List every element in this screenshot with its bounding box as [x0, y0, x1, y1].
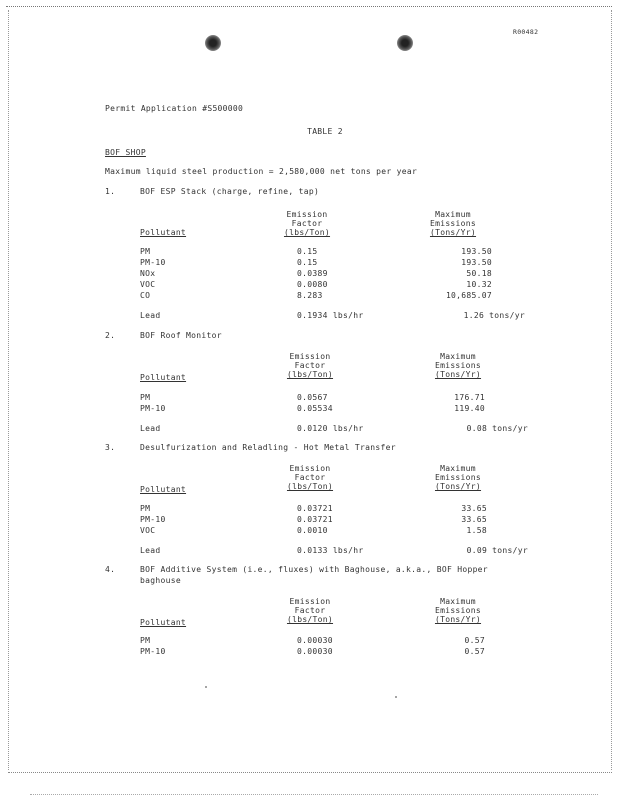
s3-emis-head-1: Maximum	[440, 464, 476, 473]
table-cell: 0.0080	[297, 280, 328, 289]
page-bottom-edge	[8, 772, 612, 773]
scan-speck	[395, 696, 397, 698]
table-cell: PM-10	[140, 258, 166, 267]
table-cell: 33.65	[461, 504, 487, 513]
s4-factor-head-1: Emission	[289, 597, 331, 606]
table-cell: PM	[140, 393, 151, 402]
table-cell: 0.0389	[297, 269, 328, 278]
table-cell: VOC	[140, 280, 156, 289]
lead-factor: 0.1934 lbs/hr	[297, 311, 364, 320]
table-cell: 193.50	[461, 247, 492, 256]
section-4-number: 4.	[105, 565, 116, 574]
production-line: Maximum liquid steel production = 2,580,000 net tons per year	[105, 167, 418, 176]
section-4-title: BOF Additive System (i.e., fluxes) with Baghouse, a.k.a., BOF Hopper	[140, 565, 488, 574]
table-cell: 0.0567	[297, 393, 328, 402]
page-left-edge	[8, 10, 9, 770]
lead-factor: 0.0133 lbs/hr	[297, 546, 364, 555]
s3-emis-head-2: Emissions	[434, 473, 482, 482]
s3-factor-head-2: Factor	[294, 473, 326, 482]
lead-emissions: 0.09 tons/yr	[466, 546, 528, 555]
table-cell: 0.03721	[297, 504, 333, 513]
permit-header: Permit Application #S500000	[105, 104, 244, 113]
table-cell: 193.50	[461, 258, 492, 267]
lead-emissions: 1.26 tons/yr	[463, 311, 525, 320]
s3-factor-head-3: (lbs/Ton)	[286, 482, 334, 491]
table-cell: PM	[140, 636, 151, 645]
s1-factor-head-3: (lbs/Ton)	[283, 228, 331, 237]
s1-pollutant-head: Pollutant	[140, 228, 187, 237]
s4-factor-head-3: (lbs/Ton)	[286, 615, 334, 624]
s4-pollutant-head: Pollutant	[140, 618, 187, 627]
table-cell: 0.15	[297, 247, 318, 256]
s2-emis-head-1: Maximum	[440, 352, 476, 361]
s3-factor-head-1: Emission	[289, 464, 331, 473]
table-cell: 0.05534	[297, 404, 333, 413]
punch-hole-right	[397, 35, 413, 51]
s1-factor-head-2: Factor	[291, 219, 323, 228]
table-cell: 10,685.07	[445, 291, 492, 300]
table-cell: NOx	[140, 269, 156, 278]
lead-emissions: 0.08 tons/yr	[466, 424, 528, 433]
page-right-edge	[611, 10, 612, 770]
s4-emis-head-1: Maximum	[440, 597, 476, 606]
section-3-number: 3.	[105, 443, 116, 452]
s2-factor-head-3: (lbs/Ton)	[286, 370, 334, 379]
table-cell: PM-10	[140, 515, 166, 524]
table-cell: 176.71	[454, 393, 485, 402]
s2-factor-head-2: Factor	[294, 361, 326, 370]
table-cell: 0.15	[297, 258, 318, 267]
table-cell: CO	[140, 291, 151, 300]
s1-emis-head-1: Maximum	[435, 210, 471, 219]
s1-emis-head-2: Emissions	[429, 219, 477, 228]
lead-factor: 0.0120 lbs/hr	[297, 424, 364, 433]
table-cell: 0.57	[464, 647, 485, 656]
s2-pollutant-head: Pollutant	[140, 373, 187, 382]
table-cell: PM-10	[140, 647, 166, 656]
section-1-title: BOF ESP Stack (charge, refine, tap)	[140, 187, 320, 196]
table-cell: 50.18	[466, 269, 492, 278]
section-4-title-cont: baghouse	[140, 576, 181, 585]
table-cell: PM-10	[140, 404, 166, 413]
table-cell: 10.32	[466, 280, 492, 289]
table-cell: 0.0010	[297, 526, 328, 535]
section-3-title: Desulfurization and Reladling - Hot Metal Transfer	[140, 443, 396, 452]
table-cell: 0.57	[464, 636, 485, 645]
table-cell: VOC	[140, 526, 156, 535]
scan-speck	[205, 686, 207, 688]
s3-pollutant-head: Pollutant	[140, 485, 187, 494]
table-cell: PM	[140, 504, 151, 513]
s2-emis-head-3: (Tons/Yr)	[434, 370, 482, 379]
scan-artifact-line	[30, 794, 598, 795]
s4-factor-head-2: Factor	[294, 606, 326, 615]
section-2-title: BOF Roof Monitor	[140, 331, 222, 340]
s4-emis-head-2: Emissions	[434, 606, 482, 615]
section-title: BOF SHOP	[105, 148, 146, 157]
table-cell: PM	[140, 247, 151, 256]
table-cell: 0.00030	[297, 636, 333, 645]
table-cell: 8.283	[297, 291, 323, 300]
s1-factor-head-1: Emission	[286, 210, 328, 219]
s4-emis-head-3: (Tons/Yr)	[434, 615, 482, 624]
table-cell: 33.65	[461, 515, 487, 524]
section-2-number: 2.	[105, 331, 116, 340]
s1-emis-head-3: (Tons/Yr)	[429, 228, 477, 237]
table-cell: 119.40	[454, 404, 485, 413]
table-cell: 0.03721	[297, 515, 333, 524]
page-top-edge	[6, 6, 612, 7]
table-title: TABLE 2	[307, 127, 343, 136]
section-1-number: 1.	[105, 187, 116, 196]
bates-stamp: R00482	[513, 28, 539, 36]
lead-label: Lead	[140, 424, 161, 433]
table-cell: 1.58	[466, 526, 487, 535]
lead-label: Lead	[140, 546, 161, 555]
s3-emis-head-3: (Tons/Yr)	[434, 482, 482, 491]
s2-factor-head-1: Emission	[289, 352, 331, 361]
punch-hole-left	[205, 35, 221, 51]
table-cell: 0.00030	[297, 647, 333, 656]
s2-emis-head-2: Emissions	[434, 361, 482, 370]
lead-label: Lead	[140, 311, 161, 320]
